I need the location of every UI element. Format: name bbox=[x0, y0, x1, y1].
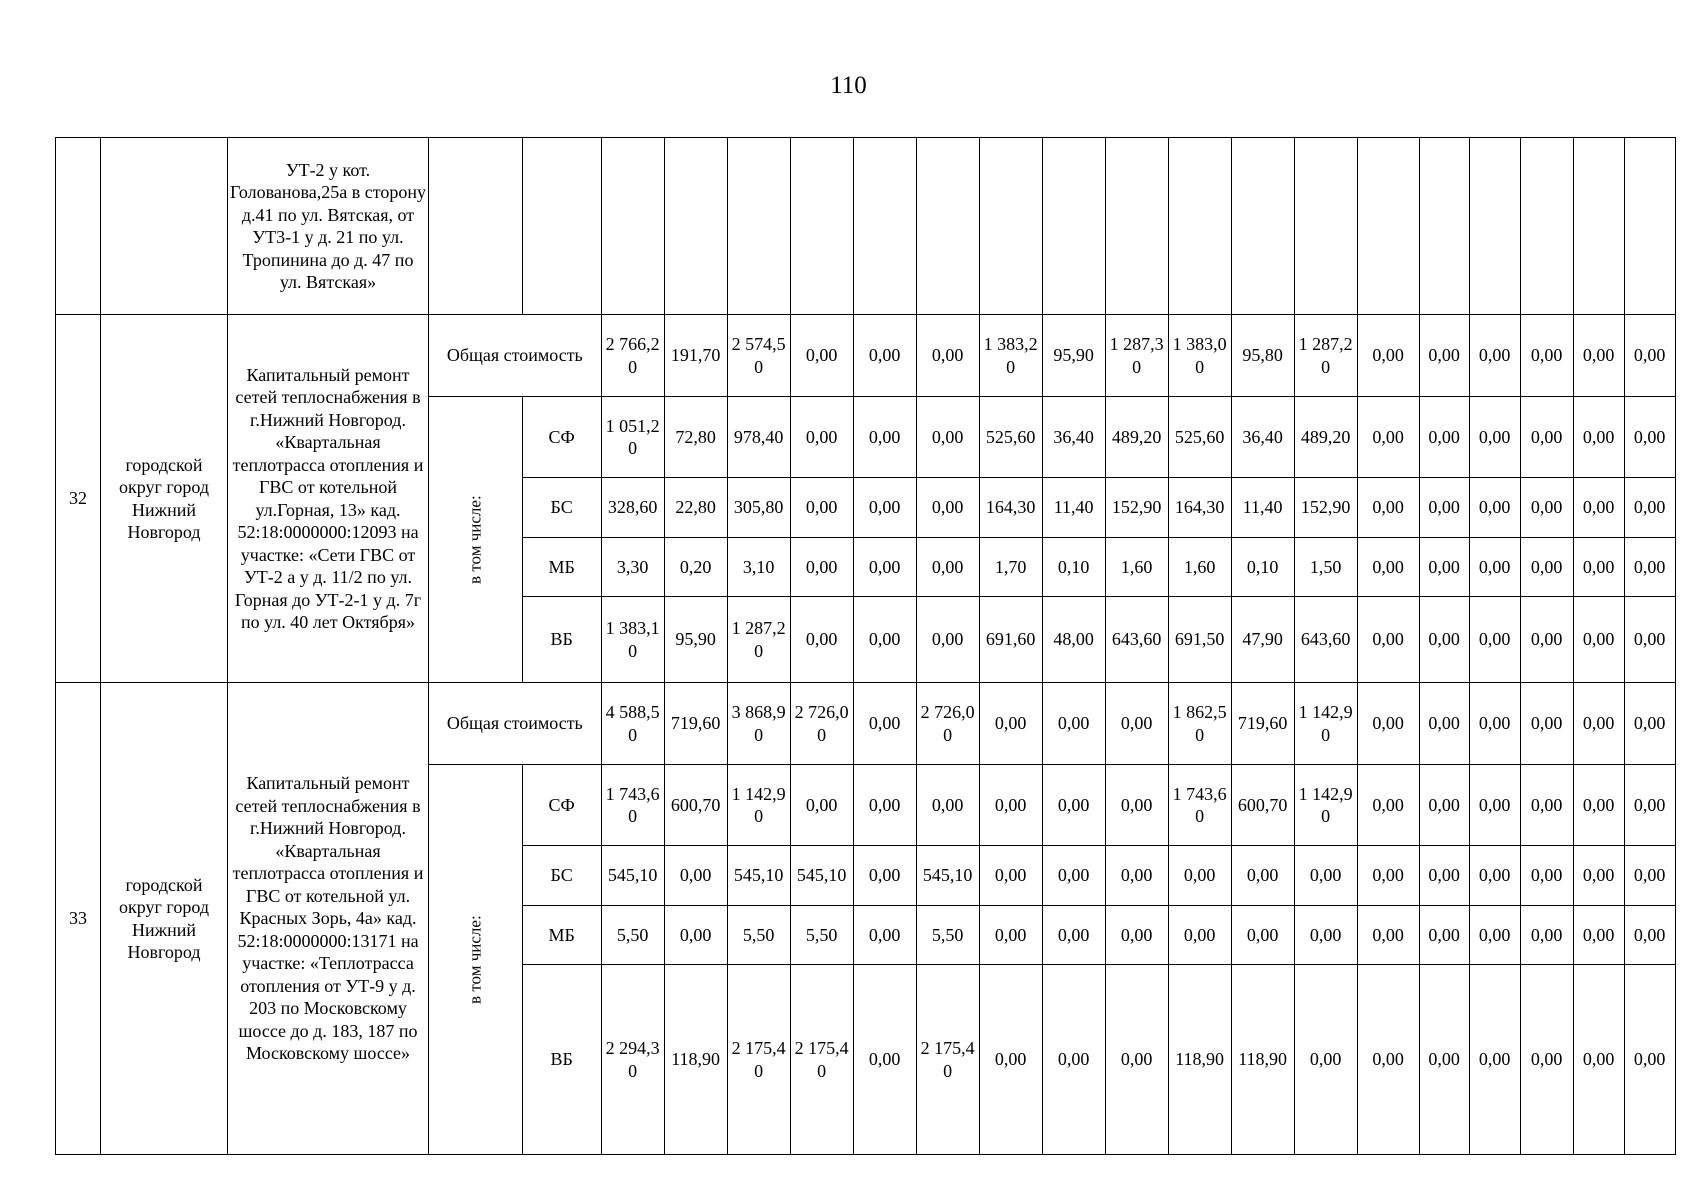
value-cell: 0,00 bbox=[916, 538, 979, 597]
value-cell: 0,00 bbox=[1294, 906, 1357, 965]
value-cell: 0,20 bbox=[664, 538, 727, 597]
value-cell: 11,40 bbox=[1042, 478, 1105, 538]
value-cell: 0,00 bbox=[1419, 538, 1469, 597]
value-cell: 0,00 bbox=[1419, 397, 1469, 478]
value-cell: 0,00 bbox=[1357, 478, 1419, 538]
value-cell: 0,00 bbox=[1469, 397, 1520, 478]
value-cell: 0,00 bbox=[1624, 315, 1675, 397]
value-cell: 1 051,20 bbox=[601, 397, 664, 478]
value-cell: 0,00 bbox=[1419, 683, 1469, 765]
value-cell: 164,30 bbox=[1168, 478, 1231, 538]
value-cell: 5,50 bbox=[790, 906, 853, 965]
value-cell: 1 287,20 bbox=[727, 597, 790, 683]
value-cell: 1 287,30 bbox=[1105, 315, 1168, 397]
total-cost-label: Общая стоимость bbox=[429, 315, 602, 397]
value-cell: 2 766,20 bbox=[601, 315, 664, 397]
value-cell: 0,00 bbox=[1419, 846, 1469, 906]
value-cell: 1 142,90 bbox=[1294, 765, 1357, 846]
value-cell: 0,00 bbox=[1624, 906, 1675, 965]
value-cell: 0,00 bbox=[1168, 906, 1231, 965]
value-cell: 0,00 bbox=[1105, 965, 1168, 1155]
value-cell: 48,00 bbox=[1042, 597, 1105, 683]
value-cell: 5,50 bbox=[916, 906, 979, 965]
value-cell: 0,00 bbox=[1573, 765, 1624, 846]
value-cell: 1 743,60 bbox=[601, 765, 664, 846]
value-cell: 600,70 bbox=[1231, 765, 1294, 846]
value-cell: 0,00 bbox=[1520, 906, 1573, 965]
value-cell: 0,00 bbox=[790, 597, 853, 683]
cont-blank-cell bbox=[429, 138, 523, 315]
value-cell: 0,00 bbox=[853, 683, 916, 765]
value-cell: 0,00 bbox=[1624, 597, 1675, 683]
value-cell: 0,00 bbox=[1573, 846, 1624, 906]
value-cell: 3,10 bbox=[727, 538, 790, 597]
value-cell: 0,00 bbox=[1419, 478, 1469, 538]
value-cell: 1,60 bbox=[1105, 538, 1168, 597]
value-cell: 0,00 bbox=[1469, 538, 1520, 597]
value-cell: 3 868,90 bbox=[727, 683, 790, 765]
value-cell: 191,70 bbox=[664, 315, 727, 397]
value-cell: 978,40 bbox=[727, 397, 790, 478]
value-cell: 1 142,90 bbox=[1294, 683, 1357, 765]
value-cell: 0,00 bbox=[853, 397, 916, 478]
value-cell: 5,50 bbox=[601, 906, 664, 965]
value-cell: 0,00 bbox=[1042, 765, 1105, 846]
value-cell: 0,00 bbox=[1573, 965, 1624, 1155]
value-cell: 0,00 bbox=[664, 846, 727, 906]
value-cell: 118,90 bbox=[1168, 965, 1231, 1155]
value-cell: 0,00 bbox=[1231, 906, 1294, 965]
value-cell: 2 726,00 bbox=[916, 683, 979, 765]
value-cell: 0,10 bbox=[1231, 538, 1294, 597]
value-cell: 2 574,50 bbox=[727, 315, 790, 397]
value-cell: 0,00 bbox=[979, 765, 1042, 846]
value-cell: 0,00 bbox=[1573, 478, 1624, 538]
value-cell: 1 287,20 bbox=[1294, 315, 1357, 397]
value-cell: 0,00 bbox=[916, 397, 979, 478]
value-cell: 36,40 bbox=[1231, 397, 1294, 478]
value-cell: 0,00 bbox=[1520, 765, 1573, 846]
value-cell: 0,00 bbox=[979, 683, 1042, 765]
value-cell: 0,00 bbox=[1624, 397, 1675, 478]
value-cell: 95,80 bbox=[1231, 315, 1294, 397]
value-cell: 0,00 bbox=[853, 538, 916, 597]
value-cell: 0,00 bbox=[1573, 906, 1624, 965]
value-cell: 47,90 bbox=[1231, 597, 1294, 683]
value-cell: 0,00 bbox=[1042, 906, 1105, 965]
value-cell: 0,00 bbox=[979, 965, 1042, 1155]
value-cell: 0,00 bbox=[1357, 683, 1419, 765]
including-label: в том числе: bbox=[465, 495, 485, 585]
value-cell: 5,50 bbox=[727, 906, 790, 965]
value-cell: 1 383,10 bbox=[601, 597, 664, 683]
value-cell: 0,00 bbox=[1419, 765, 1469, 846]
value-cell: 0,00 bbox=[1042, 846, 1105, 906]
value-cell: 0,00 bbox=[1624, 846, 1675, 906]
value-cell: 1 142,90 bbox=[727, 765, 790, 846]
including-label-cell bbox=[429, 765, 523, 1155]
value-cell: 489,20 bbox=[1294, 397, 1357, 478]
value-cell: 0,00 bbox=[916, 765, 979, 846]
municipality-name: городской округ город Нижний Новгород bbox=[101, 683, 228, 1155]
value-cell: 0,00 bbox=[1357, 846, 1419, 906]
value-cell: 0,00 bbox=[916, 478, 979, 538]
total-cost-label: Общая стоимость bbox=[429, 683, 602, 765]
value-cell: 3,30 bbox=[601, 538, 664, 597]
value-cell: 643,60 bbox=[1294, 597, 1357, 683]
value-cell: 525,60 bbox=[979, 397, 1042, 478]
value-cell: 2 726,00 bbox=[790, 683, 853, 765]
value-cell: 11,40 bbox=[1231, 478, 1294, 538]
value-cell: 0,00 bbox=[1520, 597, 1573, 683]
value-cell: 0,00 bbox=[1469, 846, 1520, 906]
value-cell: 0,10 bbox=[1042, 538, 1105, 597]
value-cell: 1,70 bbox=[979, 538, 1042, 597]
value-cell: 0,00 bbox=[853, 315, 916, 397]
value-cell: 0,00 bbox=[1573, 683, 1624, 765]
value-cell: 164,30 bbox=[979, 478, 1042, 538]
value-cell: 118,90 bbox=[664, 965, 727, 1155]
value-cell: 36,40 bbox=[1042, 397, 1105, 478]
value-cell: 22,80 bbox=[664, 478, 727, 538]
page-number: 110 bbox=[830, 72, 867, 99]
cont-description-cell: УТ-2 у кот. Голованова,25а в сторону д.41 по ул. Вятская, от УТ3-1 у д. 21 по ул. Тропинина до д. 47 по ул. Вятская» bbox=[228, 138, 429, 315]
value-cell: 1,60 bbox=[1168, 538, 1231, 597]
cont-area-cell bbox=[101, 138, 228, 315]
funding-source-label: ВБ bbox=[522, 965, 601, 1155]
value-cell: 0,00 bbox=[916, 597, 979, 683]
value-cell: 1 383,00 bbox=[1168, 315, 1231, 397]
value-cell: 0,00 bbox=[853, 478, 916, 538]
value-cell: 0,00 bbox=[790, 397, 853, 478]
funding-source-label: СФ bbox=[522, 765, 601, 846]
value-cell: 0,00 bbox=[1520, 538, 1573, 597]
including-label-cell bbox=[429, 397, 523, 683]
value-cell: 95,90 bbox=[1042, 315, 1105, 397]
value-cell: 0,00 bbox=[1357, 538, 1419, 597]
project-total-row bbox=[56, 315, 1676, 397]
cont-blank-cell bbox=[522, 138, 601, 315]
value-cell: 1 862,50 bbox=[1168, 683, 1231, 765]
value-cell: 719,60 bbox=[664, 683, 727, 765]
value-cell: 0,00 bbox=[853, 906, 916, 965]
value-cell: 0,00 bbox=[1624, 478, 1675, 538]
value-cell: 0,00 bbox=[1105, 906, 1168, 965]
value-cell: 0,00 bbox=[1469, 597, 1520, 683]
value-cell: 0,00 bbox=[1419, 965, 1469, 1155]
value-cell: 1 743,60 bbox=[1168, 765, 1231, 846]
value-cell: 719,60 bbox=[1231, 683, 1294, 765]
funding-source-label: МБ bbox=[522, 906, 601, 965]
funding-source-label: МБ bbox=[522, 538, 601, 597]
municipality-name: городской округ город Нижний Новгород bbox=[101, 315, 228, 683]
value-cell: 2 175,40 bbox=[916, 965, 979, 1155]
value-cell: 95,90 bbox=[664, 597, 727, 683]
value-cell: 0,00 bbox=[1520, 846, 1573, 906]
value-cell: 0,00 bbox=[1469, 765, 1520, 846]
value-cell: 0,00 bbox=[1520, 478, 1573, 538]
value-cell: 0,00 bbox=[1042, 683, 1105, 765]
value-cell: 0,00 bbox=[1469, 683, 1520, 765]
project-description: Капитальный ремонт сетей теплоснабжения в г.Нижний Новгород. «Квартальная теплотрасса отопления и ГВС от котельной ул.Горная, 13» кад. 52:18:0000000:12093 на участке: «Сети ГВС от УТ-2 а у д. 11/2 по ул. Горная до УТ-2-1 у д. 7г по ул. 40 лет Октября» bbox=[228, 315, 429, 683]
value-cell: 0,00 bbox=[1294, 965, 1357, 1155]
value-cell: 0,00 bbox=[1357, 765, 1419, 846]
value-cell: 0,00 bbox=[1419, 597, 1469, 683]
value-cell: 691,50 bbox=[1168, 597, 1231, 683]
value-cell: 72,80 bbox=[664, 397, 727, 478]
value-cell: 0,00 bbox=[1469, 478, 1520, 538]
project-total-row bbox=[56, 683, 1676, 765]
value-cell: 0,00 bbox=[1357, 315, 1419, 397]
value-cell: 1,50 bbox=[1294, 538, 1357, 597]
value-cell: 0,00 bbox=[1419, 906, 1469, 965]
value-cell: 2 175,40 bbox=[727, 965, 790, 1155]
funding-source-label: ВБ bbox=[522, 597, 601, 683]
continuation-row bbox=[56, 138, 1676, 315]
value-cell: 0,00 bbox=[1573, 538, 1624, 597]
value-cell: 0,00 bbox=[1520, 397, 1573, 478]
value-cell: 0,00 bbox=[853, 965, 916, 1155]
value-cell: 0,00 bbox=[1573, 315, 1624, 397]
value-cell: 0,00 bbox=[1624, 965, 1675, 1155]
funding-source-label: БС bbox=[522, 846, 601, 906]
value-cell: 0,00 bbox=[790, 765, 853, 846]
value-cell: 0,00 bbox=[1469, 965, 1520, 1155]
value-cell: 328,60 bbox=[601, 478, 664, 538]
value-cell: 0,00 bbox=[664, 906, 727, 965]
value-cell: 0,00 bbox=[1520, 683, 1573, 765]
including-label: в том числе: bbox=[465, 915, 485, 1005]
value-cell: 2 175,40 bbox=[790, 965, 853, 1155]
value-cell: 0,00 bbox=[1105, 765, 1168, 846]
value-cell: 600,70 bbox=[664, 765, 727, 846]
value-cell: 0,00 bbox=[1357, 597, 1419, 683]
value-cell: 691,60 bbox=[979, 597, 1042, 683]
value-cell: 0,00 bbox=[1419, 315, 1469, 397]
value-cell: 0,00 bbox=[979, 906, 1042, 965]
project-number: 32 bbox=[56, 315, 101, 683]
value-cell: 545,10 bbox=[790, 846, 853, 906]
funding-source-label: БС bbox=[522, 478, 601, 538]
value-cell: 0,00 bbox=[790, 538, 853, 597]
value-cell: 0,00 bbox=[1520, 965, 1573, 1155]
value-cell: 0,00 bbox=[1231, 846, 1294, 906]
value-cell: 0,00 bbox=[853, 846, 916, 906]
value-cell: 0,00 bbox=[1469, 315, 1520, 397]
value-cell: 0,00 bbox=[1042, 965, 1105, 1155]
value-cell: 305,80 bbox=[727, 478, 790, 538]
value-cell: 0,00 bbox=[853, 597, 916, 683]
value-cell: 0,00 bbox=[790, 478, 853, 538]
project-description: Капитальный ремонт сетей теплоснабжения в г.Нижний Новгород. «Квартальная теплотрасса отопления и ГВС от котельной ул. Красных Зорь, 4а» кад. 52:18:0000000:13171 на участке: «Теплотрасса отопления от УТ-9 у д. 203 по Московскому шоссе до д. 183, 187 по Московскому шоссе» bbox=[228, 683, 429, 1155]
value-cell: 2 294,30 bbox=[601, 965, 664, 1155]
value-cell: 118,90 bbox=[1231, 965, 1294, 1155]
value-cell: 489,20 bbox=[1105, 397, 1168, 478]
value-cell: 545,10 bbox=[727, 846, 790, 906]
value-cell: 0,00 bbox=[1105, 683, 1168, 765]
value-cell: 0,00 bbox=[1469, 906, 1520, 965]
project-number: 33 bbox=[56, 683, 101, 1155]
value-cell: 0,00 bbox=[916, 315, 979, 397]
value-cell: 545,10 bbox=[916, 846, 979, 906]
value-cell: 152,90 bbox=[1105, 478, 1168, 538]
value-cell: 0,00 bbox=[1168, 846, 1231, 906]
value-cell: 0,00 bbox=[1357, 397, 1419, 478]
value-cell: 0,00 bbox=[1624, 683, 1675, 765]
value-cell: 0,00 bbox=[1520, 315, 1573, 397]
value-cell: 152,90 bbox=[1294, 478, 1357, 538]
value-cell: 1 383,20 bbox=[979, 315, 1042, 397]
value-cell: 0,00 bbox=[1357, 906, 1419, 965]
value-cell: 643,60 bbox=[1105, 597, 1168, 683]
financing-table bbox=[55, 137, 1676, 1155]
funding-source-label: СФ bbox=[522, 397, 601, 478]
value-cell: 0,00 bbox=[790, 315, 853, 397]
value-cell: 0,00 bbox=[979, 846, 1042, 906]
value-cell: 0,00 bbox=[1573, 597, 1624, 683]
value-cell: 0,00 bbox=[1294, 846, 1357, 906]
value-cell: 0,00 bbox=[853, 765, 916, 846]
value-cell: 0,00 bbox=[1573, 397, 1624, 478]
value-cell: 0,00 bbox=[1105, 846, 1168, 906]
cont-number-cell bbox=[56, 138, 101, 315]
value-cell: 4 588,50 bbox=[601, 683, 664, 765]
value-cell: 0,00 bbox=[1357, 965, 1419, 1155]
value-cell: 0,00 bbox=[1624, 765, 1675, 846]
value-cell: 0,00 bbox=[1624, 538, 1675, 597]
value-cell: 525,60 bbox=[1168, 397, 1231, 478]
value-cell: 545,10 bbox=[601, 846, 664, 906]
